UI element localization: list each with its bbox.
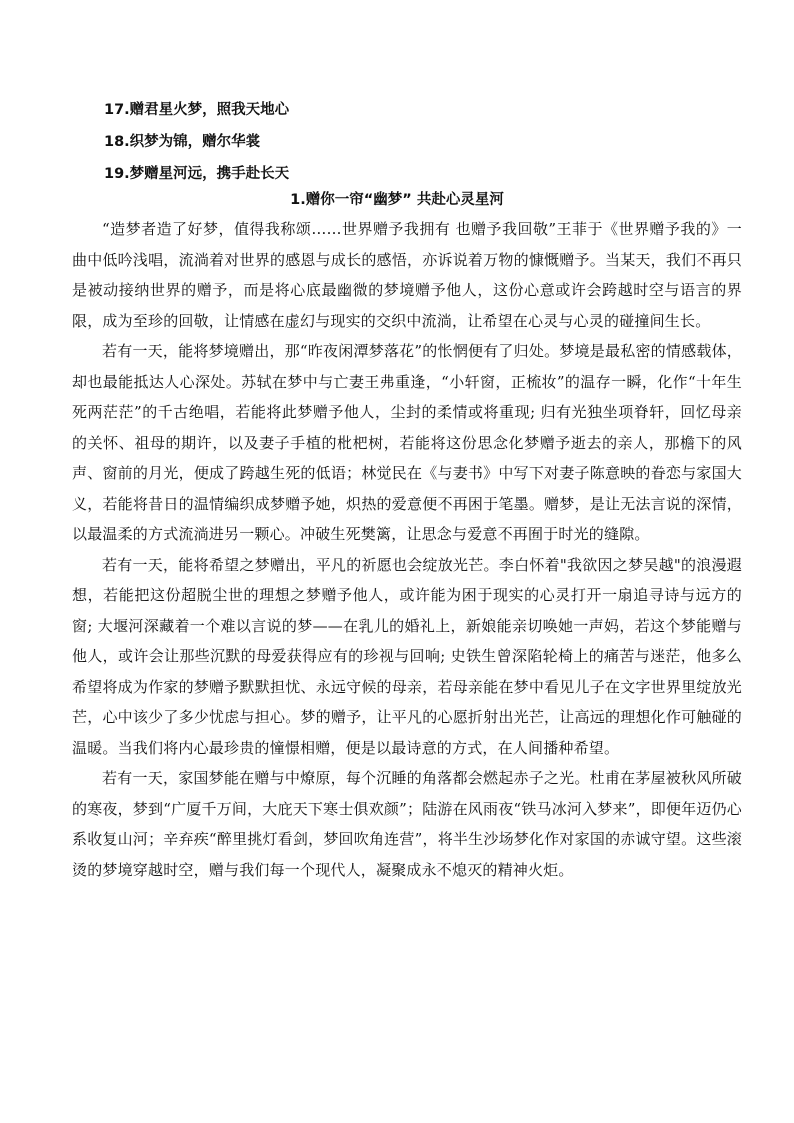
title-option-19: 19.梦赠星河远，携手赴长天 <box>104 166 290 182</box>
paragraph-intro: “造梦者造了好梦，值得我称颂……世界赠予我拥有 也赠予我回敬”王菲于《世界赠予我的》一曲中低吟浅唱，流淌着对世界的感恩与成长的感悟，亦诉说着万物的慷慨赠予。当某天，我们不再只是被动接纳世界的赠予，而是将心底最幽微的梦境赠予他人，这份心意或许会跨越时空与语言的界限，成为至珍的回敬，让情感在虚幻与现实的交织中流淌，让希望在心灵与心灵的碰撞间生长。 <box>72 220 742 330</box>
paragraph-hope-dream: 若有一天，能将希望之梦赠出，平凡的祈愿也会绽放光芒。李白怀着"我欲因之梦吴越"的浪漫遐想，若能把这份超脱尘世的理想之梦赠予他人，或许能为困于现实的心灵打开一扇追寻诗与远方的窗; 大堰河深藏着一个难以言说的梦——在乳儿的婚礼上，新娘能亲切唤她一声妈，若这个梦能赠与他人，或许会让那些沉默的母爱获得应有的珍视与回响; 史铁生曾深陷轮椅上的痛苦与迷茫，他多么希望将成为作家的梦赠予默默担忧、永远守候的母亲，若母亲能在梦中看见儿子在文字世界里绽放光芒，心中该少了多少忧虑与担心。梦的赠予，让平凡的心愿折射出光芒，让高远的理想化作可触碰的温暖。当我们将内心最珍贵的憧憬相赠，便是以最诗意的方式，在人间播种希望。 <box>72 555 742 757</box>
paragraph-nation-dream: 若有一天，家国梦能在赠与中燎原，每个沉睡的角落都会燃起赤子之光。杜甫在茅屋被秋风所破的寒夜，梦到“广厦千万间，大庇天下寒士俱欢颜”；陆游在风雨夜“铁马冰河入梦来”，即便年迈仍心系收复山河；辛弃疾“醉里挑灯看剑，梦回吹角连营”，将半生沙场梦化作对家国的赤诚守望。这些滚烫的梦境穿越时空，赠与我们每一个现代人，凝聚成永不熄灭的精神火炬。 <box>72 769 742 879</box>
title-option-list <box>104 94 289 190</box>
essay-title: 1.赠你一帘“幽梦” 共赴心灵星河 <box>290 192 504 208</box>
title-option-18: 18.织梦为锦，赠尔华裳 <box>104 134 261 150</box>
essay-body <box>72 214 742 885</box>
paragraph-dream-gift: 若有一天，能将梦境赠出，那“昨夜闲潭梦落花”的怅惘便有了归处。梦境是最私密的情感载体，却也最能抵达人心深处。苏轼在梦中与亡妻王弗重逢，“小轩窗，正梳妆”的温存一瞬，化作“十年生死两茫茫”的千古绝唱，若能将此梦赠予他人，尘封的柔情或将重现; 归有光独坐项脊轩，回忆母亲的关怀、祖母的期许，以及妻子手植的枇杷树，若能将这份思念化梦赠予逝去的亲人，那檐下的风声、窗前的月光，便成了跨越生死的低语；林觉民在《与妻书》中写下对妻子陈意映的眷恋与家国大义，若能将昔日的温情编织成梦赠予她，炽热的爱意便不再困于笔墨。赠梦，是让无法言说的深情，以最温柔的方式流淌进另一颗心。冲破生死樊篱，让思念与爱意不再囿于时光的缝隙。 <box>72 342 742 543</box>
title-option-17: 17.赠君星火梦，照我天地心 <box>104 102 290 118</box>
